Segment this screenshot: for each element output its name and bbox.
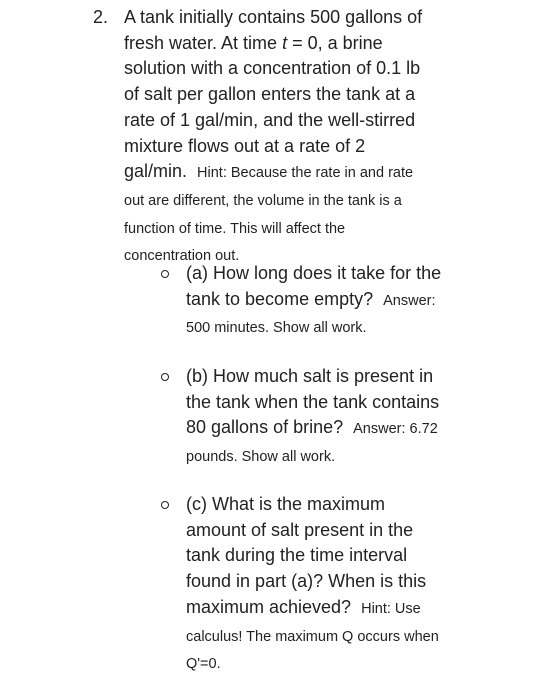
stem-hint: Hint: Because the rate in and rate out are different, the volume in the tank is a function of time. This will affect the concentration out.	[124, 165, 414, 265]
part-b	[186, 364, 446, 471]
stem-variable: t	[282, 32, 288, 53]
part-c-text: (c) What is the maximum amount of salt present in the tank during the time interval found in part (a)? When is this maximum achieved?	[186, 494, 427, 617]
part-a	[186, 261, 446, 342]
part-c	[186, 492, 446, 678]
bullet-icon	[159, 499, 171, 511]
bullet-icon	[159, 268, 171, 280]
stem-text-1: A tank initially contains 500 gallons of fresh water. At time	[124, 7, 423, 53]
part-a-note: Answer: 500 minutes. Show all work.	[186, 292, 436, 337]
part-b-note: Answer: 6.72 pounds. Show all work.	[186, 421, 438, 466]
part-c-note: Hint: Use calculus! The maximum Q occurs when Q'=0.	[186, 600, 439, 673]
problem-stem	[124, 5, 436, 270]
part-a-text: (a) How long does it take for the tank to become empty?	[186, 263, 442, 309]
bullet-icon	[159, 371, 171, 383]
part-b-text: (b) How much salt is present in the tank when the tank contains 80 gallons of brine?	[186, 366, 440, 438]
problem-number: 2.	[93, 7, 109, 27]
stem-text-2: = 0, a brine solution with a concentration of 0.1 lb of salt per gallon enters the tank at a rate of 1 gal/min, and the well-stirred mixture flows out at a rate of 2 gal/min.	[124, 32, 421, 182]
